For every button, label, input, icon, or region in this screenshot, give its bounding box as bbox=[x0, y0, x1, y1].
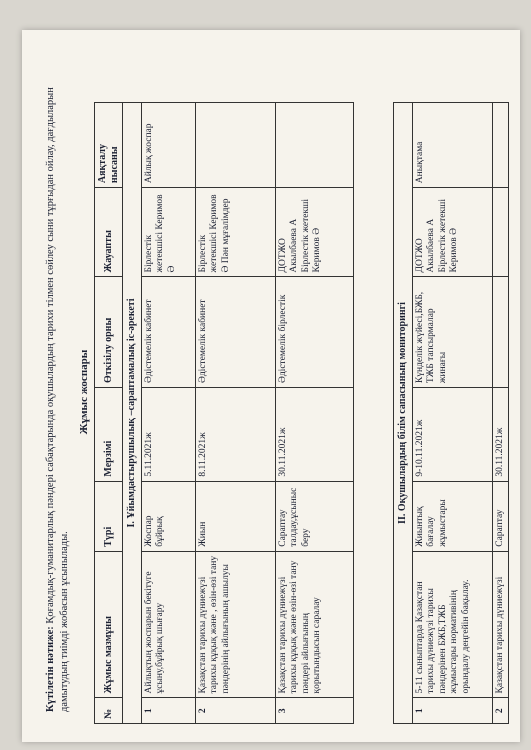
row-date: 30.11.2021ж bbox=[492, 388, 509, 482]
expected-result-paragraph bbox=[44, 62, 72, 712]
row-date: 5.11.2021ж bbox=[141, 388, 195, 482]
header-content: Жұмыс мазмұны bbox=[95, 551, 123, 698]
section-2-title: II. Оқушылардың білім сапасының мониторингі bbox=[394, 103, 413, 724]
row-place: Әдістемелік бірлестік bbox=[275, 277, 353, 388]
row-no: 1 bbox=[412, 698, 492, 724]
table-row bbox=[141, 103, 195, 724]
section-1-row bbox=[123, 103, 142, 724]
table-row bbox=[412, 103, 492, 724]
table-row bbox=[492, 103, 509, 724]
row-completion-form bbox=[492, 103, 509, 188]
scanned-page bbox=[22, 30, 520, 742]
header-responsible: Жауапты bbox=[95, 188, 123, 277]
row-date: 9-10.11.2021ж bbox=[412, 388, 492, 482]
row-responsible: Бірлестік жетекшісі Керимов Ә bbox=[141, 188, 195, 277]
row-completion-form bbox=[195, 103, 275, 188]
header-date: Мерзімі bbox=[95, 388, 123, 482]
row-responsible: ДОТЖО Акылбаева А Бірлестік жетекші Керимов Ә bbox=[412, 188, 492, 277]
row-no: 3 bbox=[275, 698, 353, 724]
plan-title: Жұмыс жоспары bbox=[78, 349, 90, 435]
rotated-content bbox=[22, 30, 520, 742]
row-date: 30.11.2021ж bbox=[275, 388, 353, 482]
row-place: Әдістемелік кабинет bbox=[195, 277, 275, 388]
row-completion-form: Анықтама bbox=[412, 103, 492, 188]
header-no: № bbox=[95, 698, 123, 724]
row-content: Айлықтың жоспарын бекітуге ұсыну,бұйрық шығару bbox=[141, 551, 195, 698]
row-no: 2 bbox=[195, 698, 275, 724]
section-1-title: I. Ұйымдастырушылық –сараптамалық іс-әрекеті bbox=[123, 103, 142, 724]
row-content: 5-11 сыныптарда Қазақстан тарихы дүниежүзі тарихы пәндерінен БЖБ,ТЖБ жұмыстары нормативінің орындалу деңгейін бақылау. bbox=[412, 551, 492, 698]
table-header-row bbox=[95, 103, 123, 724]
row-type: Жиын bbox=[195, 481, 275, 551]
monitoring-table bbox=[393, 102, 509, 724]
row-completion-form bbox=[275, 103, 353, 188]
row-responsible: ДОТЖО Акылбаева А Бірлестік жетекші Керимов Ә bbox=[275, 188, 353, 277]
header-completion-form: Аяқталу нысаны bbox=[95, 103, 123, 188]
row-content: Қазақстан тарихы дүниежүзі тарихы құқық және , өзін-өзі тану пәндерінің айлығының ашылуы bbox=[195, 551, 275, 698]
row-type: Жиынтық бағалау жұмыстары bbox=[412, 481, 492, 551]
row-no: 2 bbox=[492, 698, 509, 724]
row-responsible bbox=[492, 188, 509, 277]
header-type: Түрі bbox=[95, 481, 123, 551]
row-type: Сараптау bbox=[492, 481, 509, 551]
expected-result-text: Қоғамдық-гуманитарлық пәндері сабақтарында оқушылардың тарихи тілмен сөйлеу сыни тұрғыдан ойлау, дағдыларын дамытудың тиімді жобасын ұсынылады. bbox=[45, 87, 70, 712]
row-no: 1 bbox=[141, 698, 195, 724]
row-date: 8.11.2021ж bbox=[195, 388, 275, 482]
table-row bbox=[275, 103, 353, 724]
row-place bbox=[492, 277, 509, 388]
row-content: Қазақстан тарихы дүниежүзі bbox=[492, 551, 509, 698]
header-place: Өткізілу орны bbox=[95, 277, 123, 388]
row-type: Сараптау талдау,ұсыныс беру bbox=[275, 481, 353, 551]
row-responsible: Бірлестік жетекшісі Керимов Ә Пән мұғалімдер bbox=[195, 188, 275, 277]
row-type: Жоспар бұйрық bbox=[141, 481, 195, 551]
row-completion-form: Айлық жоспар bbox=[141, 103, 195, 188]
row-place: Әдістемелік кабинет bbox=[141, 277, 195, 388]
work-plan-table bbox=[94, 102, 354, 724]
section-2-row bbox=[394, 103, 413, 724]
table-row bbox=[195, 103, 275, 724]
row-content: Қазақстан тарихы дүниежүзі тарихы құқық және өзін-өзі тану пәндері айлығының қорытындысын саралау bbox=[275, 551, 353, 698]
expected-result-label: Күтілетін нәтиже: bbox=[45, 626, 56, 712]
row-place: Күнделік жүйесі,БЖБ, ТЖБ тапсырмалар жинағы bbox=[412, 277, 492, 388]
